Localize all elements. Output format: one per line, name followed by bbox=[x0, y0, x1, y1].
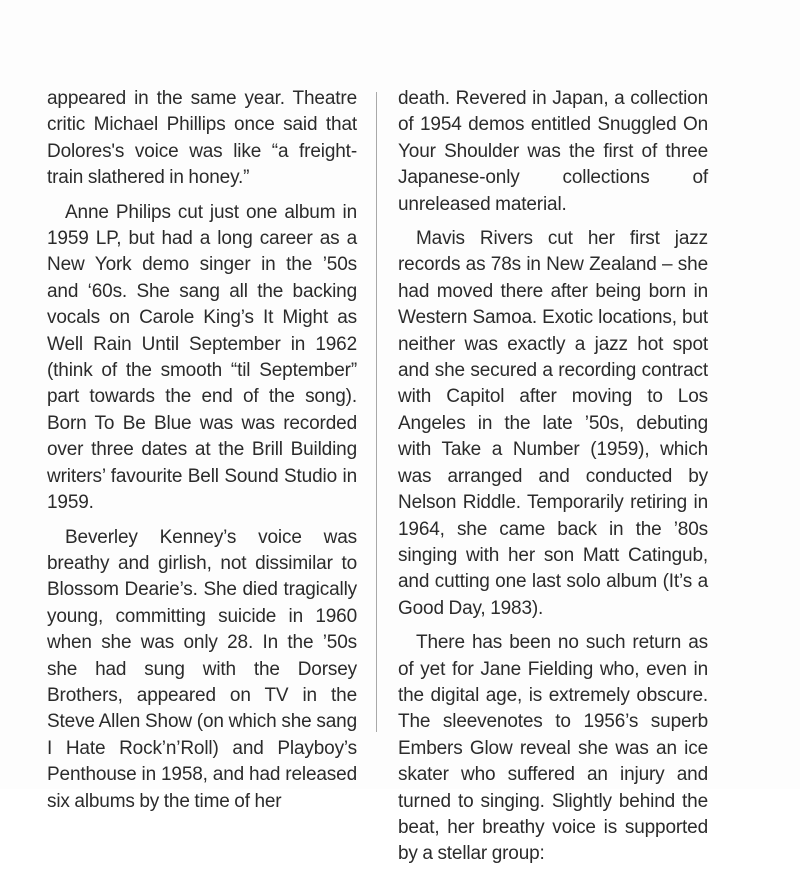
paragraph-beverley-kenney: Beverley Kenney’s voice was breathy and girlish, not dissimilar to Blossom Dearie’s. She died tragically young, committing suicide in 1960 when she was only 28. In the ’50s she had sung with the Dorsey Brothers, appeared on TV in the Steve Allen Show (on which she sang I Hate Rock’n’Roll) and Playboy’s Penthouse in 1958, and had released six albums by the time of her bbox=[47, 526, 357, 812]
left-text-column bbox=[47, 86, 357, 823]
column-divider bbox=[376, 92, 377, 732]
paragraph-anne-philips: Anne Philips cut just one album in 1959 LP, but had a long career as a New York demo singer in the ’50s and ‘60s. She sang all the backing vocals on Carole King’s It Might as Well Rain Until September in 1962 (think of the smooth “til September” part towards the end of the song). Born To Be Blue was was recorded over three dates at the Brill Building writers’ favourite Bell Sound Studio in 1959. bbox=[47, 201, 357, 514]
right-text-column bbox=[398, 86, 708, 876]
paragraph-dolores-continued: appeared in the same year. Theatre critic Michael Phillips once said that Dolores's voice was like “a freight-train slathered in honey.” bbox=[47, 88, 357, 189]
paragraph-jane-fielding: There has been no such return as of yet for Jane Fielding who, even in the digital age, is extremely obscure. The sleevenotes to 1956’s superb Embers Glow reveal she was an ice skater who suffered an injury and turned to singing. Slightly behind the beat, her breathy voice is supported by a stellar group: bbox=[398, 632, 708, 865]
paragraph-mavis-rivers: Mavis Rivers cut her first jazz records as 78s in New Zealand – she had moved there after being born in Western Samoa. Exotic locations, but neither was exactly a jazz hot spot and she secured a recording contract with Capitol after moving to Los Angeles in the late ’50s, debuting with Take a Number (1959), which was arranged and conducted by Nelson Riddle. Temporarily retiring in 1964, she came back in the ’80s singing with her son Matt Catingub, and cutting one last solo album (It’s a Good Day, 1983). bbox=[398, 228, 708, 619]
paragraph-beverley-continued: death. Revered in Japan, a collection of 1954 demos entitled Snuggled On Your Shoulder was the first of three Japanese-only collections of unreleased material. bbox=[398, 88, 708, 215]
